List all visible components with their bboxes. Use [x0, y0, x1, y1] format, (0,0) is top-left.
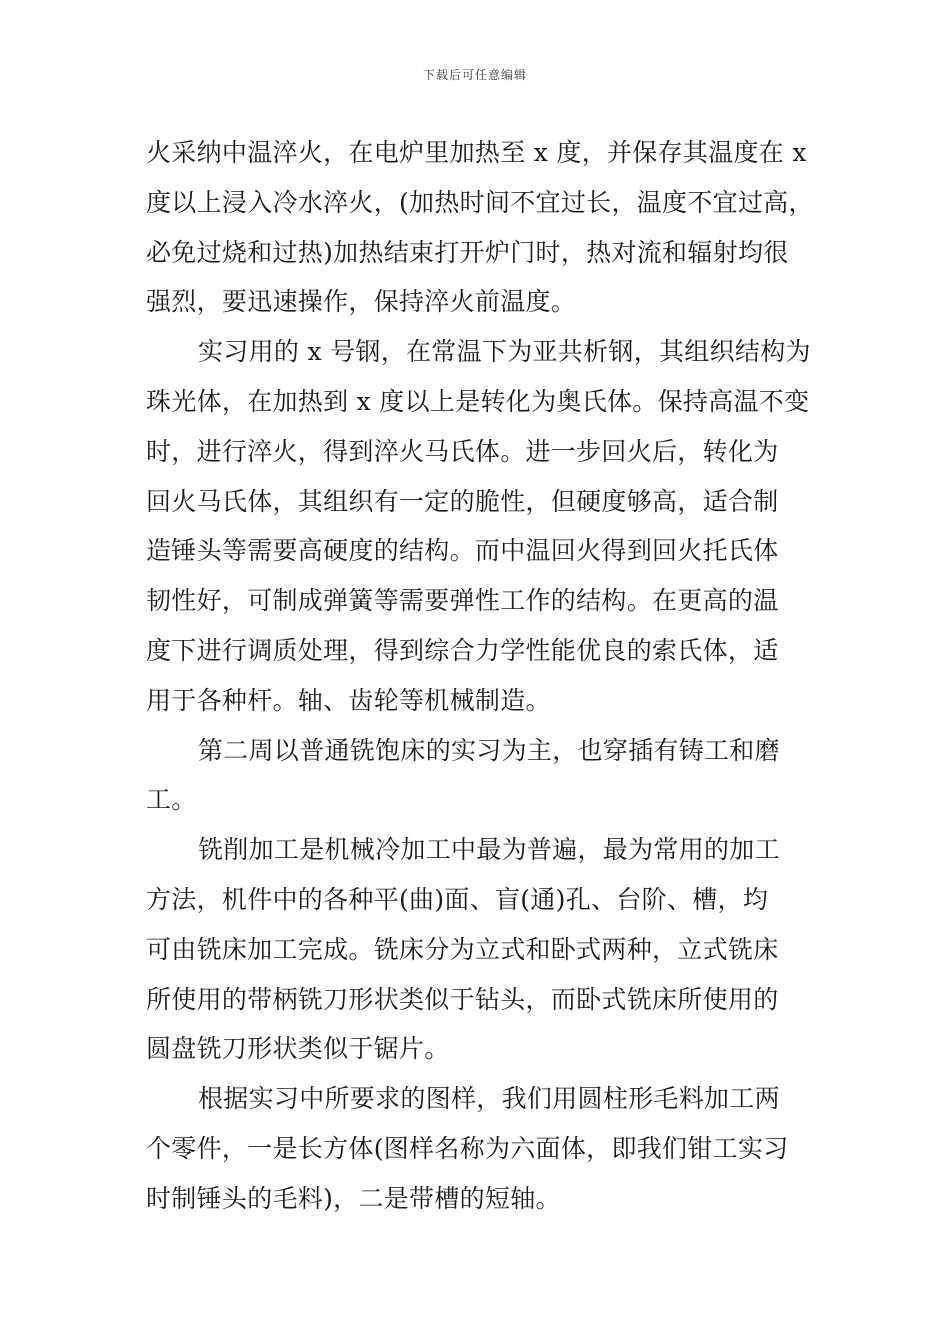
text-line-paragraph-start: 铣削加工是机械冷加工中最为普遍，最为常用的加工	[198, 835, 780, 865]
text-line: 用于各种杆。轴、齿轮等机械制造。	[146, 685, 551, 715]
text-line: 韧性好，可制成弹簧等需要弹性工作的结构。在更高的温	[146, 586, 779, 616]
page-header: 下载后可任意编辑	[422, 68, 527, 82]
text-line: 所使用的带柄铣刀形状类似于钻头，而卧式铣床所使用的	[146, 984, 779, 1014]
text-line: 方法，机件中的各种平(曲)面、盲(通)孔、台阶、槽，均	[146, 884, 769, 914]
text-line: 度以上浸入冷水淬火，(加热时间不宜过长，温度不宜过高，	[146, 187, 814, 217]
text-line: 造锤头等需要高硬度的结构。而中温回火得到回火托氏体	[146, 536, 779, 566]
text-line: 火采纳中温淬火，在电炉里加热至 x 度，并保存其温度在 x	[146, 138, 807, 167]
text-line-paragraph-start: 根据实习中所要求的图样，我们用圆柱形毛料加工两	[198, 1084, 780, 1114]
text-line: 度下进行调质处理，得到综合力学性能优良的索氏体，适	[146, 635, 779, 665]
text-line: 时制锤头的毛料)，二是带槽的短轴。	[146, 1183, 561, 1213]
text-line: 珠光体，在加热到 x 度以上是转化为奥氏体。保持高温不变	[146, 386, 810, 416]
text-line: 必免过烧和过热)加热结束打开炉门时，热对流和辐射均很	[146, 237, 789, 267]
text-line-paragraph-start: 实习用的 x 号钢，在常温下为亚共析钢，其组织结构为	[198, 337, 811, 367]
text-line: 个零件，一是长方体(图样名称为六面体，即我们钳工实习	[146, 1133, 789, 1163]
text-line-paragraph-start: 第二周以普通铣饱床的实习为主，也穿插有铸工和磨	[198, 735, 780, 765]
text-line: 回火马氏体，其组织有一定的脆性，但硬度够高，适合制	[146, 486, 779, 516]
text-line: 工。	[146, 785, 197, 815]
document-body	[146, 128, 818, 1224]
text-line: 强烈，要迅速操作，保持淬火前温度。	[146, 287, 577, 317]
text-line: 圆盘铣刀形状类似于锯片。	[146, 1034, 450, 1064]
text-line: 时，进行淬火，得到淬火马氏体。进一步回火后，转化为	[146, 436, 779, 466]
text-line: 可由铣床加工完成。铣床分为立式和卧式两种，立式铣床	[146, 934, 779, 964]
